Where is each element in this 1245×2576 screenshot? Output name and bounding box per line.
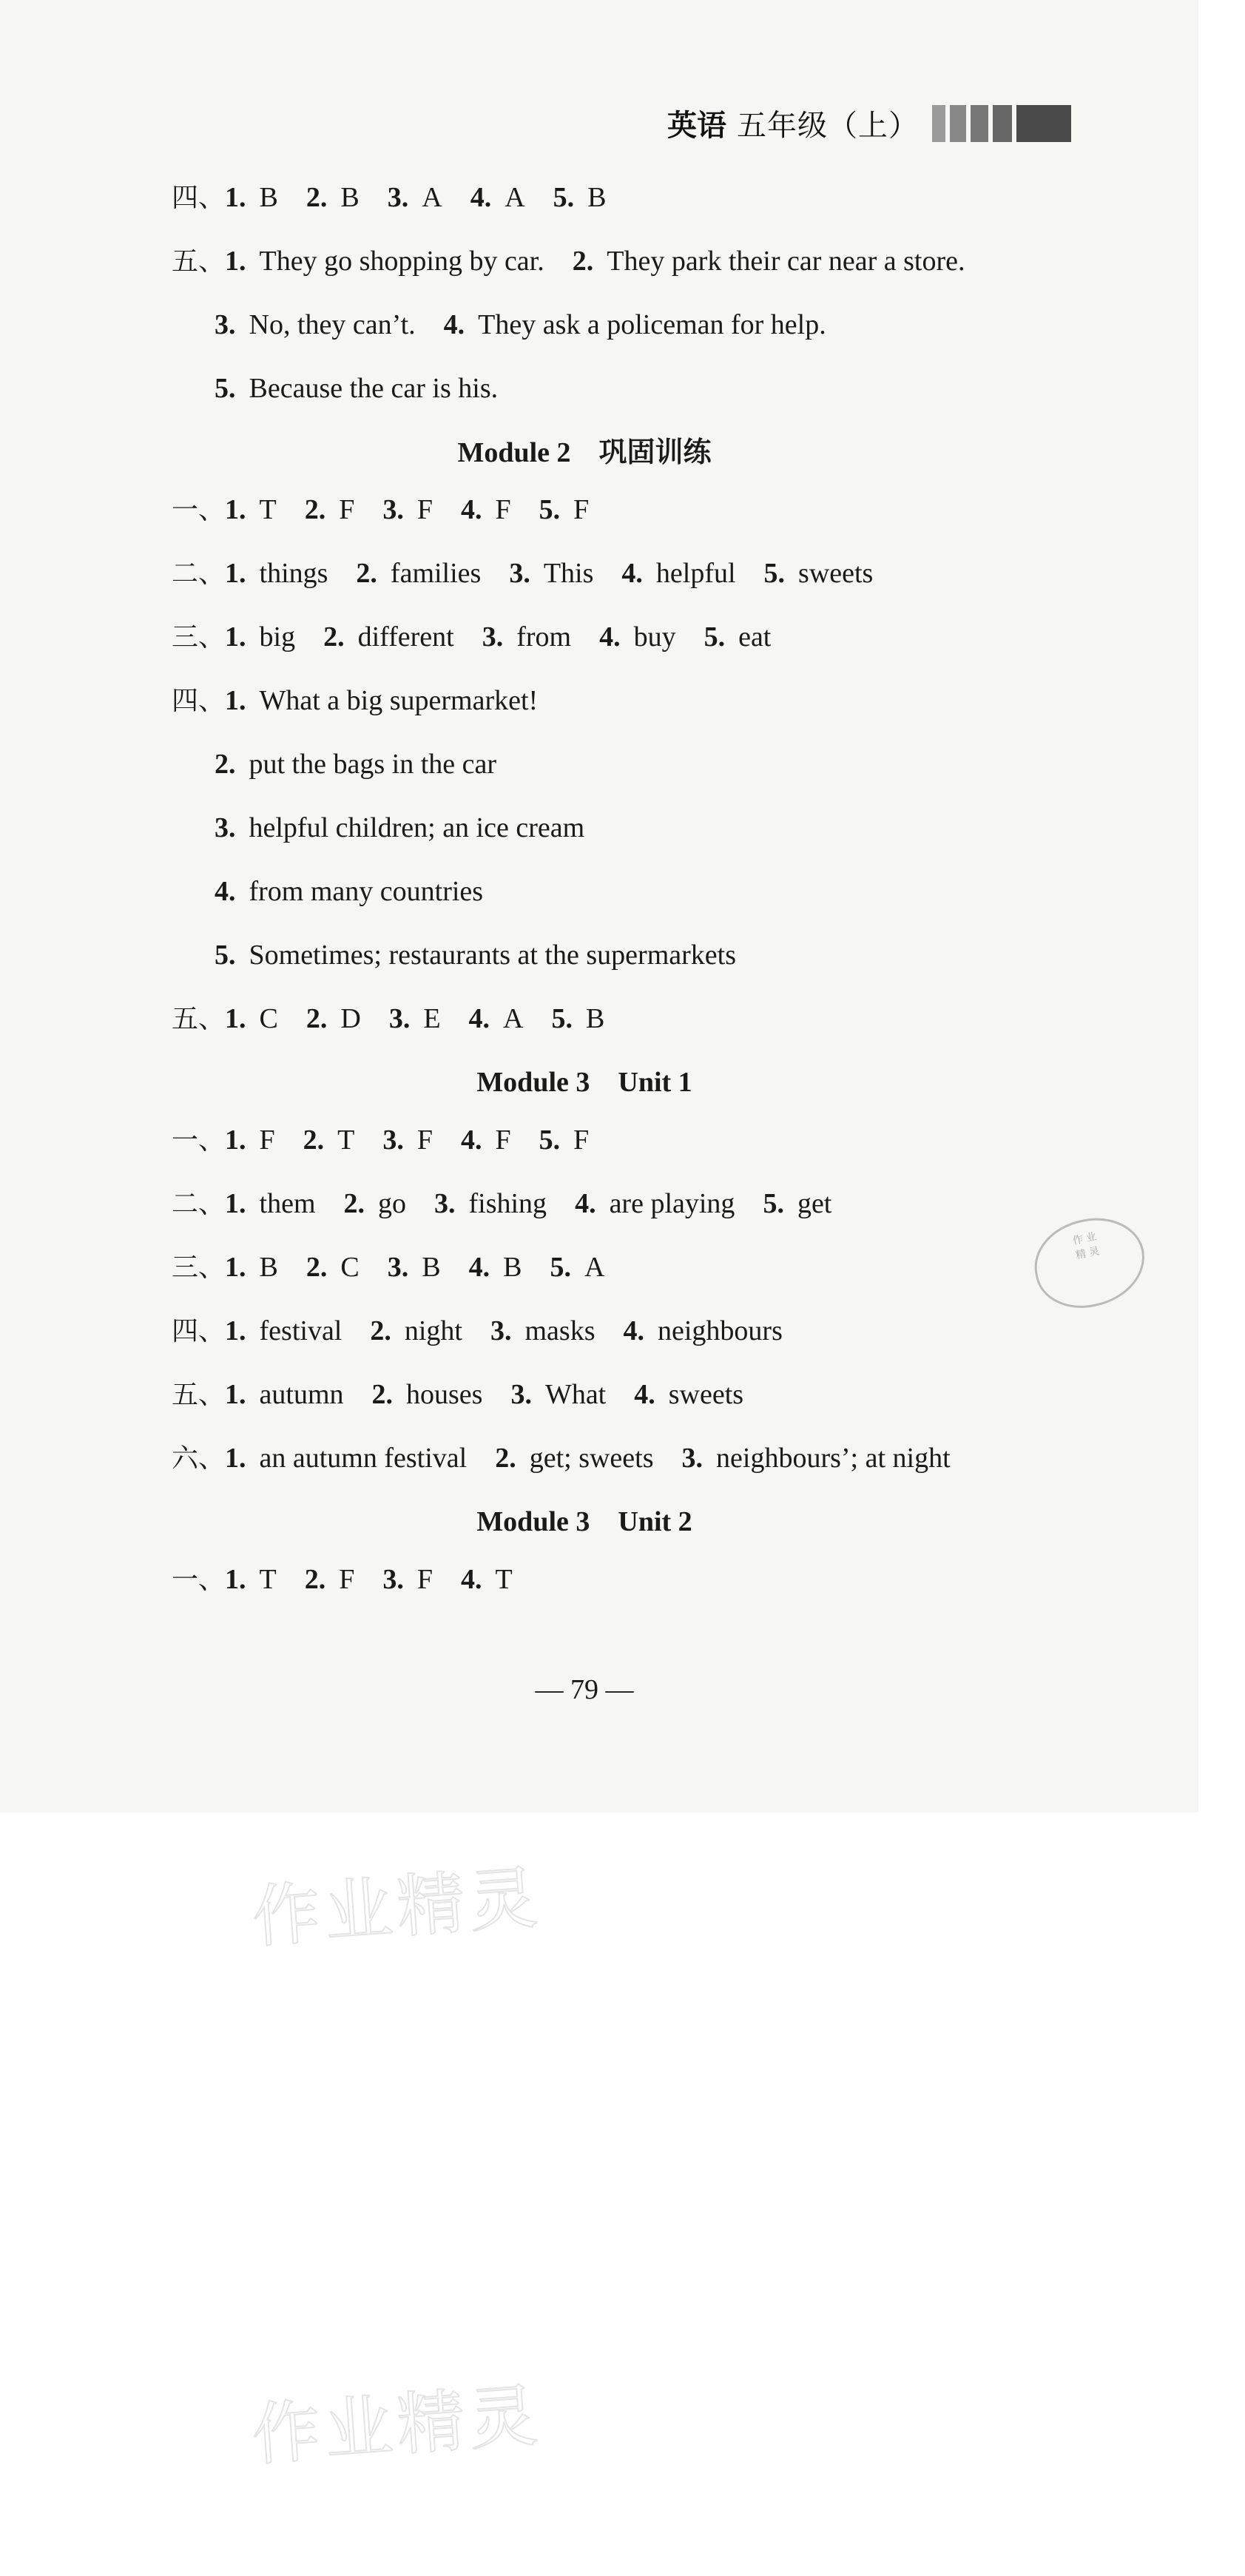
answer-line <box>172 623 771 651</box>
item-answer: B <box>340 182 360 213</box>
item-number: 3. <box>434 1188 456 1219</box>
section-label: 六、 <box>172 1443 226 1474</box>
module-heading <box>0 1508 1169 1536</box>
item-number: 4. <box>599 621 621 653</box>
header-grade: 五年级（上） <box>737 109 919 143</box>
item-answer: from many countries <box>249 876 484 907</box>
item-answer: B <box>503 1252 522 1283</box>
item-number: 2. <box>303 1125 325 1156</box>
item-answer: A <box>584 1252 605 1283</box>
item-number: 5. <box>539 1125 561 1156</box>
section-label: 一、 <box>172 495 226 525</box>
item-answer: are playing <box>609 1188 735 1219</box>
answer-line <box>172 247 965 275</box>
item-answer: E <box>423 1003 441 1034</box>
item-answer: T <box>337 1125 355 1156</box>
item-number: 3. <box>509 558 530 589</box>
item-number: 4. <box>468 1003 490 1034</box>
item-number: 5. <box>551 1003 573 1034</box>
module-heading-text: Module 3 Unit 2 <box>476 1506 692 1537</box>
item-answer: different <box>357 621 454 653</box>
item-answer: families <box>390 558 482 589</box>
module-heading <box>0 438 1169 467</box>
answer-line <box>172 1444 951 1472</box>
item-number: 3. <box>387 182 409 213</box>
item-number: 3. <box>510 1379 532 1410</box>
item-answer: get; sweets <box>529 1443 654 1474</box>
item-number: 2. <box>215 749 236 780</box>
item-answer: What a big supermarket! <box>259 685 539 716</box>
item-number: 2. <box>343 1188 365 1219</box>
item-number: 2. <box>371 1379 393 1410</box>
item-answer: neighbours <box>658 1315 783 1346</box>
item-number: 5. <box>553 182 575 213</box>
item-number: 3. <box>382 1125 404 1156</box>
item-number: 2. <box>306 1003 328 1034</box>
item-answer: night <box>404 1315 462 1346</box>
item-answer: B <box>586 1003 605 1034</box>
section-label: 五、 <box>172 246 226 277</box>
item-number: 1. <box>225 558 246 589</box>
item-answer: helpful <box>655 558 736 589</box>
item-number: 3. <box>681 1443 704 1474</box>
item-number: 5. <box>215 373 236 404</box>
item-answer: go <box>378 1188 406 1219</box>
item-number: 3. <box>382 494 404 525</box>
section-label: 三、 <box>172 622 226 653</box>
item-number: 4. <box>470 182 492 213</box>
item-answer: masks <box>524 1315 595 1346</box>
item-number: 1. <box>225 685 246 716</box>
answer-line <box>172 1190 831 1218</box>
item-answer: an autumn festival <box>259 1443 468 1474</box>
stamp-icon: 作 业 精 灵 <box>1026 1209 1153 1318</box>
item-answer: D <box>340 1003 361 1034</box>
section-label: 一、 <box>172 1565 226 1595</box>
item-number: 1. <box>225 1125 246 1156</box>
item-answer: They park their car near a store. <box>607 246 965 277</box>
item-number: 4. <box>461 1564 482 1595</box>
item-answer: Because the car is his. <box>249 373 499 404</box>
item-answer: A <box>422 182 442 213</box>
item-answer: F <box>416 1125 433 1156</box>
watermark: 作业精灵 <box>249 1858 544 1958</box>
item-number: 4. <box>621 558 643 589</box>
item-answer: buy <box>633 621 676 653</box>
header-subject: 英语 <box>667 109 726 143</box>
item-answer: F <box>416 1564 433 1595</box>
item-number: 4. <box>623 1315 644 1346</box>
item-number: 4. <box>215 876 236 907</box>
item-answer: neighbours’; at night <box>716 1443 951 1474</box>
item-number: 5. <box>704 621 726 653</box>
answer-line <box>215 877 483 906</box>
answer-line <box>172 1380 743 1409</box>
section-label: 五、 <box>172 1380 226 1410</box>
item-number: 2. <box>356 558 377 589</box>
page-number: — 79 — <box>535 1674 634 1705</box>
answer-line <box>172 1126 589 1154</box>
section-label: 四、 <box>172 1316 226 1346</box>
item-answer: festival <box>259 1315 343 1346</box>
answer-line <box>215 311 826 339</box>
item-number: 1. <box>225 621 246 653</box>
section-label: 四、 <box>172 686 226 716</box>
item-number: 2. <box>306 1252 328 1283</box>
answer-line <box>172 1005 604 1033</box>
item-answer: T <box>259 1564 277 1595</box>
item-answer: fishing <box>468 1188 547 1219</box>
item-answer: eat <box>738 621 772 653</box>
item-number: 4. <box>575 1188 596 1219</box>
answer-line <box>172 687 538 715</box>
item-answer: from <box>516 621 572 653</box>
item-answer: F <box>339 1564 355 1595</box>
item-number: 2. <box>304 1564 326 1595</box>
answer-line <box>172 1565 513 1594</box>
item-number: 4. <box>461 1125 482 1156</box>
module-heading-text: Module 3 Unit 1 <box>476 1067 692 1098</box>
item-answer: things <box>259 558 328 589</box>
header-decoration-bars <box>932 105 1071 142</box>
module-heading-text: Module 2 <box>457 437 571 468</box>
item-answer: F <box>259 1125 275 1156</box>
item-number: 4. <box>461 494 482 525</box>
item-answer: put the bags in the car <box>249 749 497 780</box>
answer-line <box>172 559 873 587</box>
item-number: 3. <box>388 1003 411 1034</box>
module-heading <box>0 1068 1169 1096</box>
section-label: 一、 <box>172 1125 226 1156</box>
item-number: 5. <box>539 494 561 525</box>
section-label: 二、 <box>172 559 226 589</box>
section-label: 五、 <box>172 1004 226 1034</box>
item-number: 1. <box>225 1443 246 1474</box>
item-number: 1. <box>225 1188 246 1219</box>
item-number: 3. <box>382 1564 404 1595</box>
item-number: 3. <box>490 1315 512 1346</box>
item-answer: big <box>259 621 296 653</box>
item-answer: F <box>495 494 511 525</box>
answer-line <box>172 1317 783 1345</box>
item-number: 2. <box>370 1315 391 1346</box>
item-answer: No, they can’t. <box>249 309 416 340</box>
item-number: 5. <box>550 1252 571 1283</box>
item-number: 5. <box>763 558 786 589</box>
item-answer: C <box>259 1003 278 1034</box>
item-answer: autumn <box>259 1379 344 1410</box>
item-answer: A <box>503 1003 524 1034</box>
item-number: 2. <box>323 621 345 653</box>
item-number: 2. <box>495 1443 516 1474</box>
item-answer: F <box>573 494 590 525</box>
module-heading-cn: 巩固训练 <box>570 436 712 468</box>
item-number: 2. <box>304 494 326 525</box>
item-answer: helpful children; an ice cream <box>249 812 585 843</box>
item-number: 2. <box>306 182 328 213</box>
item-answer: B <box>259 1252 278 1283</box>
item-answer: sweets <box>798 558 874 589</box>
answer-line <box>172 1253 604 1281</box>
item-number: 4. <box>634 1379 655 1410</box>
item-number: 1. <box>225 494 246 525</box>
item-answer: houses <box>406 1379 483 1410</box>
item-answer: A <box>505 182 525 213</box>
item-answer: What <box>544 1379 607 1410</box>
item-answer: B <box>422 1252 441 1283</box>
item-answer: F <box>339 494 355 525</box>
item-number: 3. <box>215 812 236 843</box>
answer-line <box>215 941 736 969</box>
item-answer: sweets <box>668 1379 744 1410</box>
section-label: 三、 <box>172 1252 226 1283</box>
item-answer: C <box>340 1252 360 1283</box>
answer-line <box>215 374 498 402</box>
answer-line <box>172 496 589 524</box>
item-answer: B <box>587 182 607 213</box>
item-number: 2. <box>572 246 594 277</box>
section-label: 二、 <box>172 1189 226 1219</box>
item-number: 3. <box>215 309 236 340</box>
item-number: 4. <box>468 1252 490 1283</box>
item-number: 1. <box>225 182 246 213</box>
item-number: 4. <box>443 309 465 340</box>
item-answer: T <box>259 494 277 525</box>
answer-line <box>215 814 584 842</box>
item-number: 1. <box>225 1003 246 1034</box>
item-number: 5. <box>763 1188 784 1219</box>
item-answer: T <box>495 1564 513 1595</box>
item-answer: They go shopping by car. <box>259 246 544 277</box>
item-number: 1. <box>225 1315 246 1346</box>
item-answer: This <box>543 558 594 589</box>
item-answer: F <box>495 1125 511 1156</box>
item-answer: them <box>259 1188 316 1219</box>
item-answer: They ask a policeman for help. <box>478 309 826 340</box>
answer-line <box>172 183 607 212</box>
item-number: 5. <box>215 940 236 971</box>
section-label: 四、 <box>172 183 226 213</box>
item-answer: get <box>797 1188 832 1219</box>
item-answer: Sometimes; restaurants at the supermarkets <box>249 940 736 971</box>
answer-line <box>215 750 496 778</box>
item-number: 1. <box>225 1379 246 1410</box>
item-number: 1. <box>225 1252 246 1283</box>
page-header <box>667 102 1071 144</box>
item-number: 1. <box>225 246 246 277</box>
item-number: 3. <box>387 1252 409 1283</box>
item-answer: B <box>259 182 278 213</box>
item-answer: F <box>416 494 433 525</box>
item-number: 1. <box>225 1564 246 1595</box>
item-answer: F <box>573 1125 590 1156</box>
watermark: 作业精灵 <box>249 2376 544 2475</box>
item-number: 3. <box>482 621 504 653</box>
